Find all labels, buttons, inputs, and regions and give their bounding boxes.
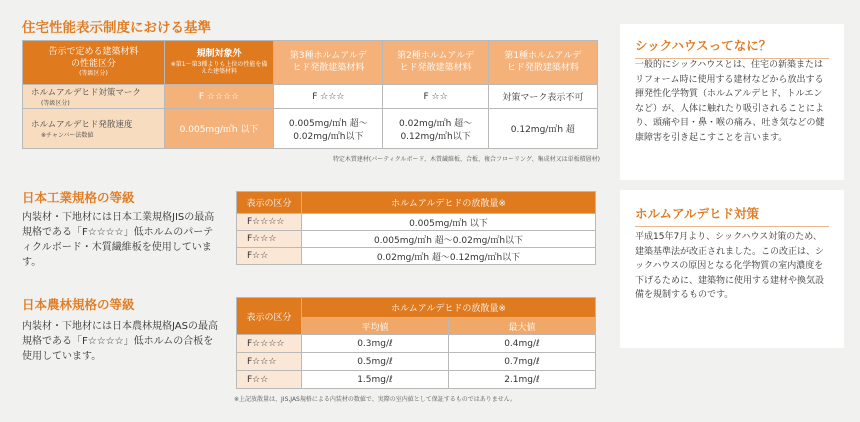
sick-house-body: 一般的にシックハウスとは、住宅の新築またはリフォーム時に使用する建材などから放出する揮発性化学物質（ホルムアルデヒド、トルエンなど）が、人体に触れたり吸引されることにより、頭痛や目・鼻・喉の痛み、吐き気などの健康障害を引き起こすことを言います。: [635, 60, 825, 143]
row-mark-type2: F ☆☆: [383, 85, 488, 109]
row-mark-type3: F ☆☆☆: [274, 85, 383, 109]
sick-house-card: [620, 24, 844, 180]
jis-value-cell: 0.02mg/㎡h 超〜0.12mg/㎡h以下: [302, 248, 596, 265]
col-header-exempt: 規制対象外 ※第1〜第3種よりも上位の性能を備えた建築材料: [164, 41, 273, 85]
formaldehyde-body: 平成15年7月より、シックハウス対策のため、建築基準法が改正されました。この改正は、シックハウスの原因となる化学物質の室内濃度を下げるために、建築物に使用する建材や換気設備を規制するものです。: [635, 232, 825, 300]
jis-value-cell: 0.005mg/㎡h 超〜0.02mg/㎡h以下: [302, 231, 596, 248]
row-rate-type2: 0.02mg/㎡h 超〜 0.12mg/㎡h以下: [383, 109, 488, 149]
jas-max-cell: 2.1mg/ℓ: [448, 371, 595, 389]
jas-footnote: ※上記放散量は、JIS,JAS規格による内装材の数値で、実際の室内値として保証するものではありません。: [234, 396, 517, 403]
jas-header-class: 表示の区分: [237, 298, 302, 335]
jas-class-cell: F☆☆☆: [237, 353, 302, 371]
jis-class-cell: F☆☆: [237, 248, 302, 265]
row-rate-exempt: 0.005mg/㎡h 以下: [164, 109, 273, 149]
main-title: 住宅性能表示制度における基準: [22, 20, 211, 36]
jas-header-max: 最大値: [448, 318, 595, 335]
jas-avg-cell: 1.5mg/ℓ: [302, 371, 449, 389]
table-row: [237, 231, 596, 248]
row-mark-label: ホルムアルデヒド対策マーク (等級区分): [23, 85, 165, 109]
table-row: [237, 371, 596, 389]
jis-class-cell: F☆☆☆: [237, 231, 302, 248]
row-rate-type3: 0.005mg/㎡h 超〜 0.02mg/㎡h以下: [274, 109, 383, 149]
col-header-type3: 第3種ホルムアルデヒド発散建築材料: [274, 41, 383, 85]
table-row: [237, 335, 596, 353]
jas-class-cell: F☆☆☆☆: [237, 335, 302, 353]
jis-table: [236, 191, 596, 265]
col-header-performance: 告示で定める建築材料の性能区分 (等級区分): [23, 41, 165, 85]
jas-title: 日本農林規格の等級: [22, 297, 135, 312]
jas-header-avg: 平均値: [302, 318, 449, 335]
col-header-type1: 第1種ホルムアルデヒド発散建築材料: [488, 41, 597, 85]
table-row: [237, 353, 596, 371]
jas-table: [236, 297, 596, 389]
jas-avg-cell: 0.3mg/ℓ: [302, 335, 449, 353]
standards-table: [22, 40, 598, 149]
row-mark-exempt: F ☆☆☆☆: [164, 85, 273, 109]
jas-max-cell: 0.7mg/ℓ: [448, 353, 595, 371]
table-row: [237, 248, 596, 265]
jas-class-cell: F☆☆: [237, 371, 302, 389]
formaldehyde-card: [620, 190, 844, 348]
jas-max-cell: 0.4mg/ℓ: [448, 335, 595, 353]
table-row: [237, 214, 596, 231]
col-header-type2: 第2種ホルムアルデヒド発散建築材料: [383, 41, 488, 85]
jas-avg-cell: 0.5mg/ℓ: [302, 353, 449, 371]
main-footnote: 特定木質建材(パーティクルボード、木質繊維板、合板、複合フローリング、集成材又は単板積層材): [332, 156, 600, 163]
jis-header-emission: ホルムアルデヒドの放散量※: [302, 192, 596, 214]
jis-header-class: 表示の区分: [237, 192, 302, 214]
jis-class-cell: F☆☆☆☆: [237, 214, 302, 231]
jas-header-emission: ホルムアルデヒドの放散量※: [302, 298, 596, 318]
row-rate-type1: 0.12mg/㎡h 超: [488, 109, 597, 149]
row-mark-type1: 対策マーク表示不可: [488, 85, 597, 109]
jis-title: 日本工業規格の等級: [22, 190, 135, 205]
sick-house-title: シックハウスってなに？: [635, 38, 772, 53]
formaldehyde-title: ホルムアルデヒド対策: [635, 206, 760, 221]
jis-text: 内装材・下地材には日本工業規格JISの最高規格である「F☆☆☆☆」低ホルムのパーティクルボード・木質繊維板を使用しています。: [22, 212, 215, 268]
divider: [635, 226, 829, 227]
row-rate-label: ホルムアルデヒド発散速度 ※チャンバー法数値: [23, 109, 165, 149]
jas-text: 内装材・下地材には日本農林規格JASの最高規格である「F☆☆☆☆」低ホルムの合板を使用しています。: [22, 321, 218, 362]
jis-value-cell: 0.005mg/㎡h 以下: [302, 214, 596, 231]
